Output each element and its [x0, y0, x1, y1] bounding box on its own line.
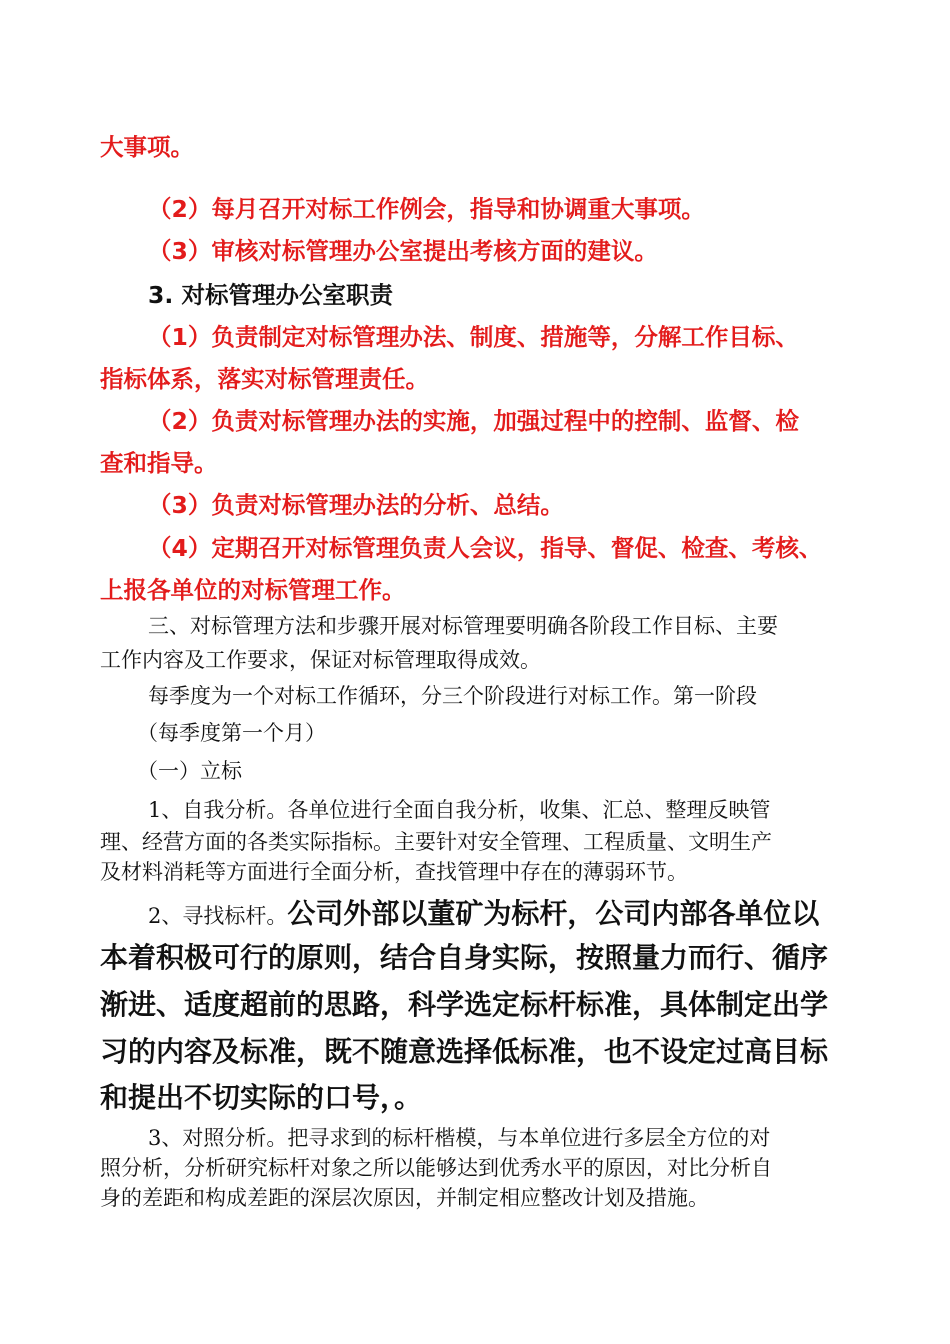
text-line: 照分析，分析研究标杆对象之所以能够达到优秀水平的原因，对比分析自	[100, 1156, 772, 1180]
text-line: 工作内容及工作要求，保证对标管理取得成效。	[100, 648, 541, 672]
text-line: （1）负责制定对标管理办法、制度、措施等，分解工作目标、	[148, 323, 799, 351]
text-line: （2）每月召开对标工作例会，指导和协调重大事项。	[148, 195, 705, 223]
text-line: 身的差距和构成差距的深层次原因，并制定相应整改计划及措施。	[100, 1186, 709, 1210]
subheading: （一）立标	[137, 759, 242, 783]
text-line: （4）定期召开对标管理负责人会议，指导、督促、检查、考核、	[148, 534, 823, 562]
text-line: 查和指导。	[100, 449, 218, 477]
text-line: 习的内容及标准，既不随意选择低标准，也不设定过高目标	[100, 1035, 829, 1068]
text-line: 1、自我分析。各单位进行全面自我分析，收集、汇总、整理反映管	[148, 798, 771, 822]
text-line: 本着积极可行的原则，结合自身实际，按照量力而行、循序	[100, 941, 829, 974]
mixed-line	[148, 892, 819, 932]
text-run: 公司外部以董矿为标杆，公司内部各单位以	[287, 897, 820, 930]
text-line: 大事项。	[100, 133, 194, 161]
text-line: 3、对照分析。把寻求到的标杆楷模，与本单位进行多层全方位的对	[148, 1126, 771, 1150]
text-line: 指标体系，落实对标管理责任。	[100, 365, 429, 393]
text-line: （每季度第一个月）	[137, 721, 326, 745]
text-line: （3）审核对标管理办公室提出考核方面的建议。	[148, 237, 658, 265]
text-line: （2）负责对标管理办法的实施，加强过程中的控制、监督、检	[148, 407, 799, 435]
text-line: 渐进、适度超前的思路，科学选定标杆标准，具体制定出学	[100, 988, 829, 1021]
text-line: 和提出不切实际的口号，。	[100, 1081, 423, 1114]
text-run: 2、寻找标杆。	[148, 904, 288, 928]
text-line: 理、经营方面的各类实际指标。主要针对安全管理、工程质量、文明生产	[100, 830, 772, 854]
text-line: （3）负责对标管理办法的分析、总结。	[148, 491, 564, 519]
section-heading: 3. 对标管理办公室职责	[148, 281, 393, 309]
text-line: 三、对标管理方法和步骤开展对标管理要明确各阶段工作目标、主要	[148, 614, 778, 638]
text-line: 每季度为一个对标工作循环，分三个阶段进行对标工作。第一阶段	[148, 684, 757, 708]
text-line: 及材料消耗等方面进行全面分析，查找管理中存在的薄弱环节。	[100, 860, 688, 884]
text-line: 上报各单位的对标管理工作。	[100, 576, 406, 604]
